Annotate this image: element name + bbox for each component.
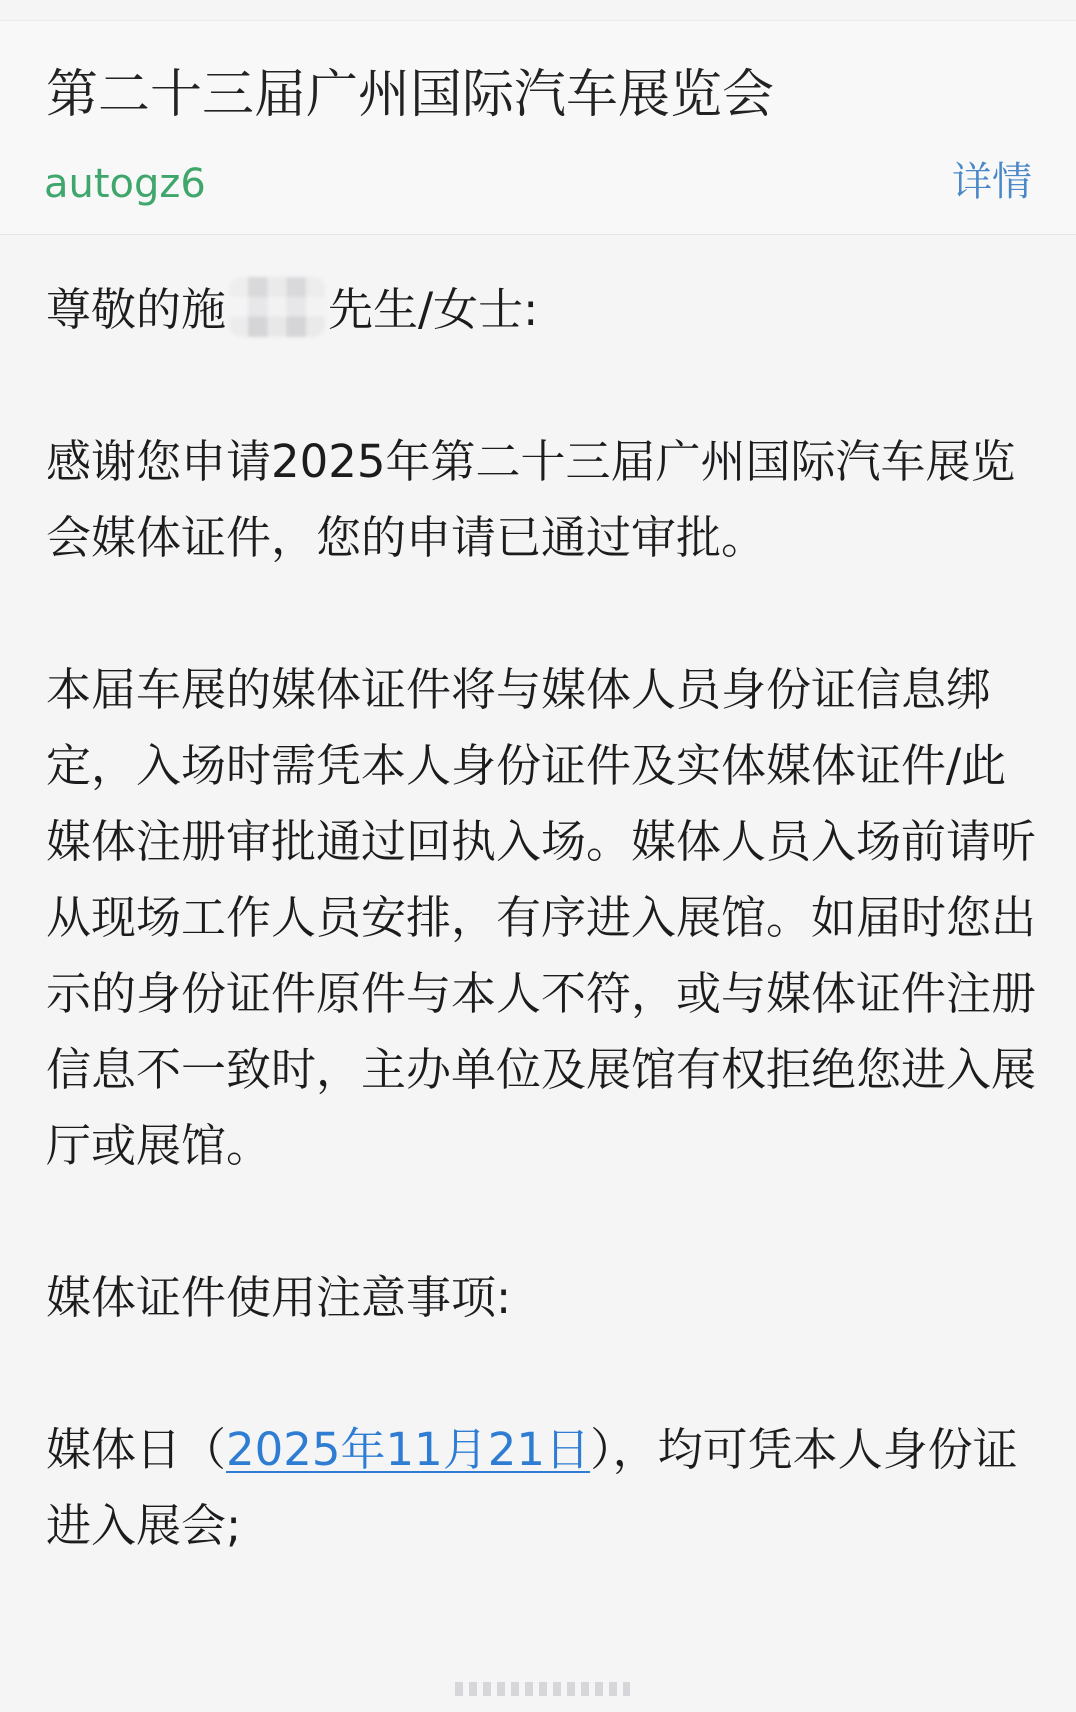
sender-name[interactable]: autogz6 (44, 161, 206, 207)
email-body (46, 272, 1036, 1564)
entry-rules-paragraph: 本届车展的媒体证件将与媒体人员身份证信息绑定，入场时需凭本人身份证件及实体媒体证件/此媒体注册审批通过回执入场。媒体人员入场前请听从现场工作人员安排，有序进入展馆。如届时您出示的身份证件原件与本人不符，或与媒体证件注册信息不一致时，主办单位及展馆有权拒绝您进入展厅或展馆。 (46, 663, 1037, 1172)
redacted-name (229, 277, 325, 337)
greeting-suffix: 先生/女士: (328, 283, 539, 336)
media-day-paragraph (46, 1412, 1036, 1564)
email-header (0, 20, 1076, 235)
media-day-prefix: 媒体日（ (46, 1423, 227, 1476)
spacer (46, 348, 1036, 424)
scroll-indicator (455, 1682, 630, 1696)
greeting-prefix: 尊敬的施 (46, 283, 227, 336)
top-strip (0, 0, 1076, 20)
spacer (46, 1336, 1036, 1412)
spacer (46, 576, 1036, 652)
greeting (46, 272, 1036, 348)
spacer (46, 1184, 1036, 1260)
notice-heading: 媒体证件使用注意事项: (46, 1271, 512, 1324)
media-day-suffix: ），均可凭本人身份证进入展会; (46, 1423, 1018, 1552)
details-link[interactable]: 详情 (952, 159, 1032, 205)
email-subject: 第二十三届广州国际汽车展览会 (46, 65, 775, 125)
approval-paragraph: 感谢您申请2025年第二十三届广州国际汽车展览会媒体证件，您的申请已通过审批。 (46, 435, 1016, 564)
media-day-date-link[interactable]: 2025年11月21日 (226, 1423, 591, 1476)
